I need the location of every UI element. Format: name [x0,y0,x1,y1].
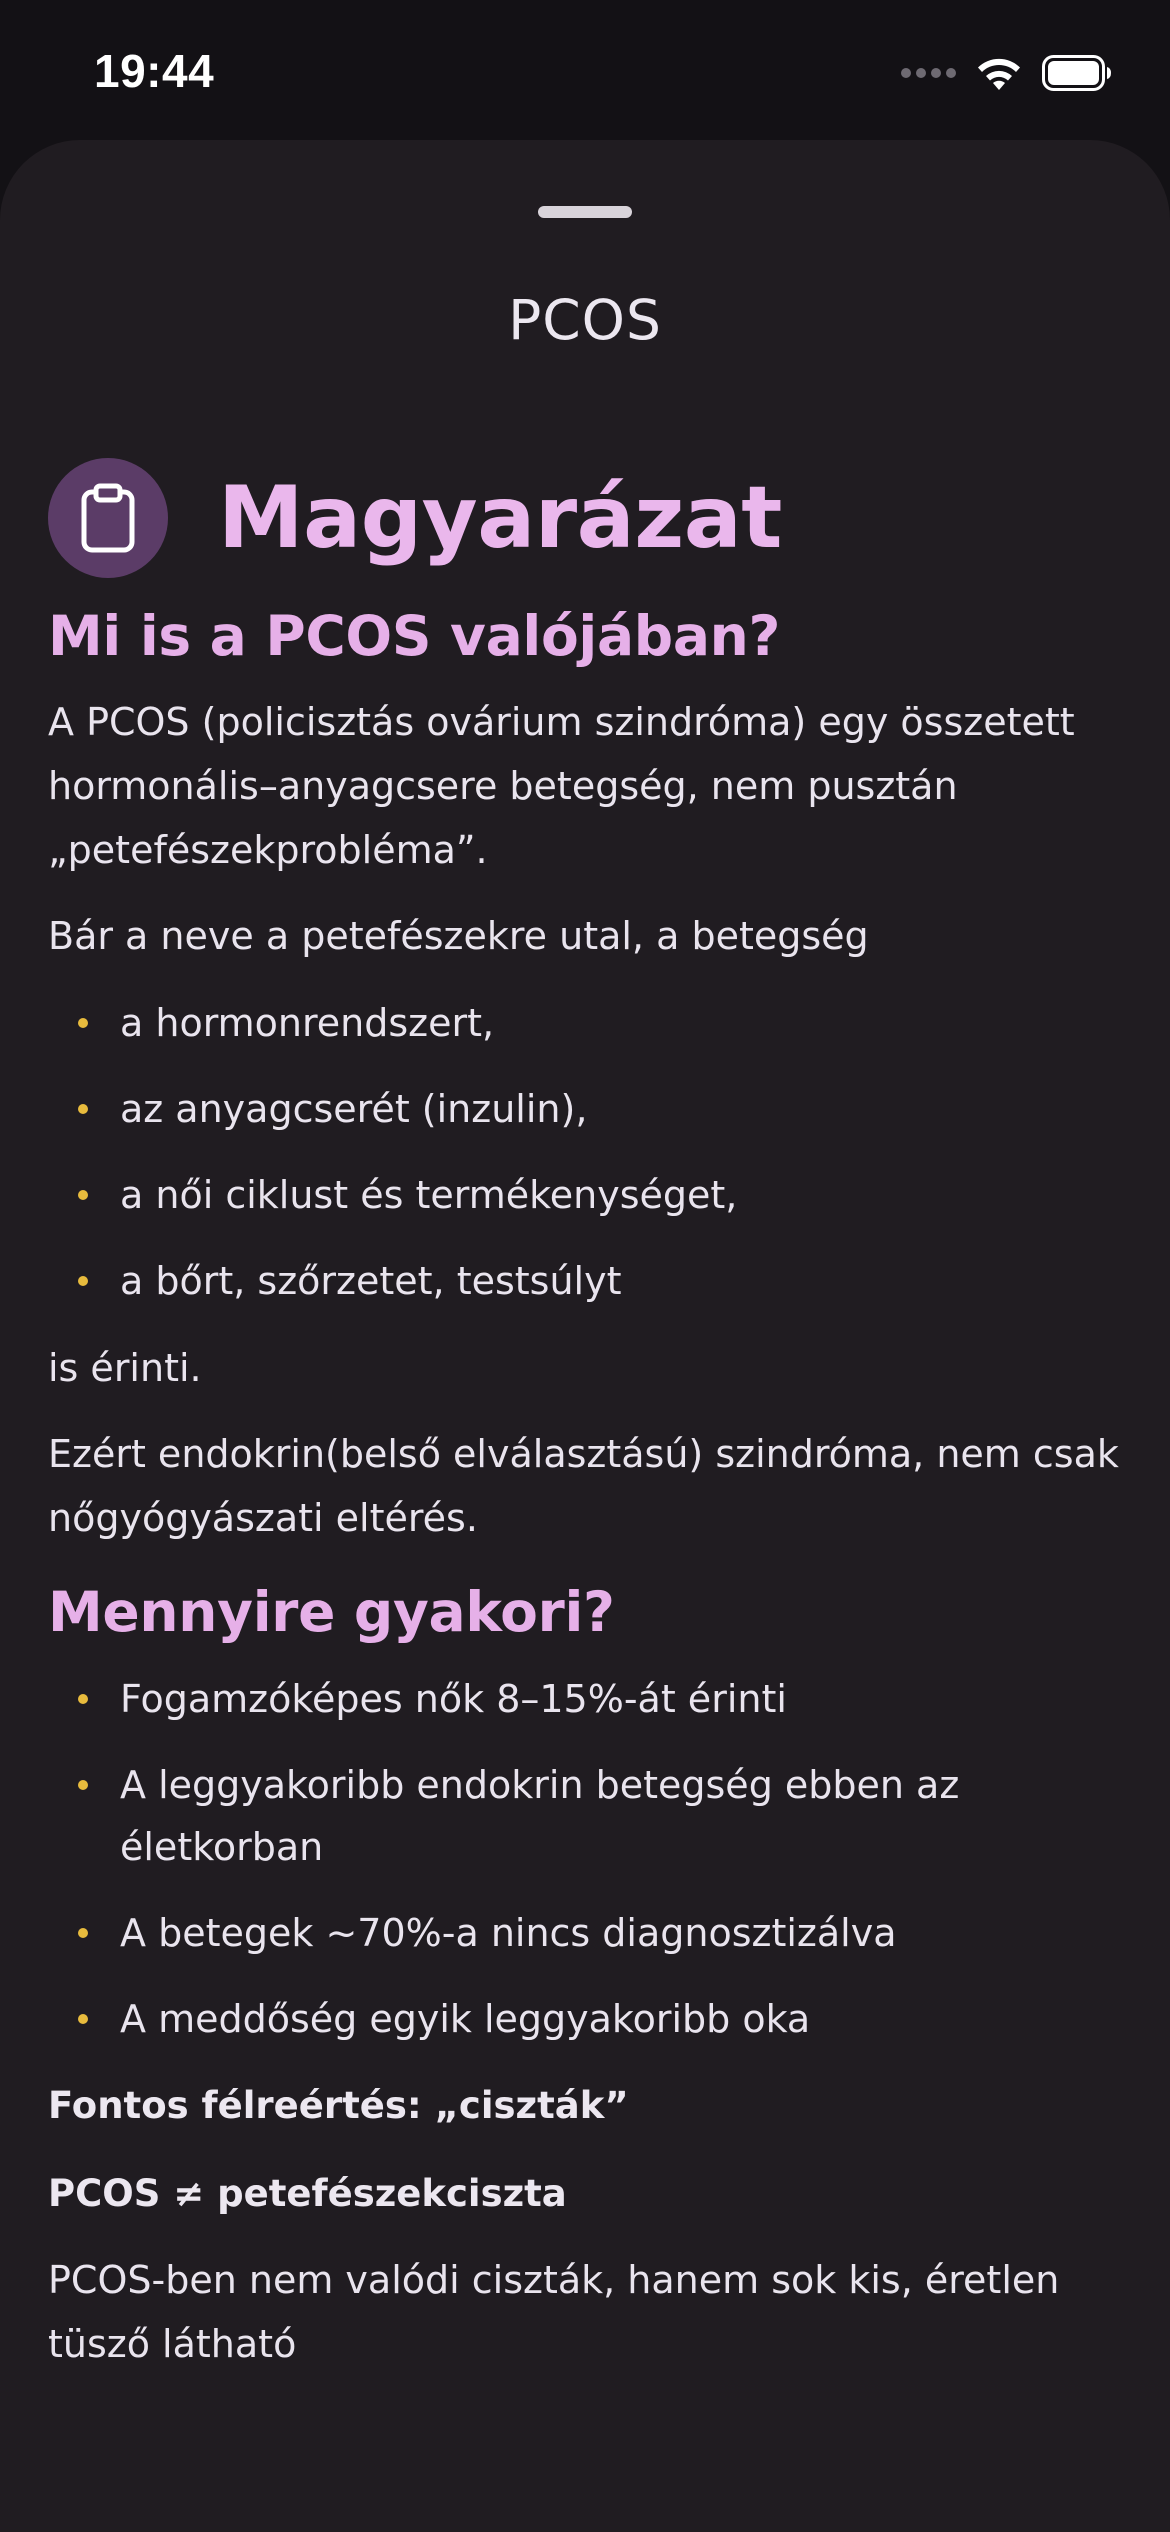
sheet-grabber-handle[interactable] [538,206,632,218]
bullet-dot [78,1780,88,1790]
status-bar [0,0,1170,140]
paragraph: Bár a neve a petefészekre utal, a betegség [48,914,869,958]
affected-systems-list [48,992,1128,1312]
bullet-dot [78,1694,88,1704]
section-heading-prevalence: Mennyire gyakori? [48,1580,615,1644]
status-time: 19:44 [94,45,215,97]
cellular-signal-icon [901,68,956,78]
paragraph: is érinti. [48,1346,202,1390]
bullet-dot [78,1190,88,1200]
list-item: A leggyakoribb endokrin betegség ebben az életkorban [48,1754,1128,1878]
sheet-title: PCOS [508,288,662,352]
section-heading-what-is-pcos: Mi is a PCOS valójában? [48,604,781,668]
article-heading-row [48,456,1128,580]
article-heading: Magyarázat [218,468,782,568]
list-item: a bőrt, szőrzetet, testsúlyt [48,1250,1128,1312]
bold-note: Fontos félreértés: „ciszták” [48,2084,629,2127]
status-indicators [901,54,1112,92]
bullet-dot [78,1104,88,1114]
paragraph: A PCOS (policisztás ovárium szindróma) egy összetett hormonális–anyagcsere betegség, nem pusztán „petefészekprobléma”. [48,700,1075,872]
wifi-icon [974,54,1024,92]
bottom-sheet [0,140,1170,2532]
list-item: Fogamzóképes nők 8–15%-át érinti [48,1668,1128,1730]
list-item: a női ciklust és termékenységet, [48,1164,1128,1226]
battery-icon [1042,55,1112,91]
bullet-dot [78,2014,88,2024]
bullet-dot [78,1276,88,1286]
list-item: a hormonrendszert, [48,992,1128,1054]
paragraph: Ezért endokrin(belső elválasztású) szindróma, nem csak nőgyógyászati eltérés. [48,1432,1119,1540]
paragraph: PCOS-ben nem valódi ciszták, hanem sok kis, éretlen tüsző látható [48,2258,1060,2366]
bullet-dot [78,1928,88,1938]
list-item: A meddőség egyik leggyakoribb oka [48,1988,1128,2050]
list-item: A betegek ~70%-a nincs diagnosztizálva [48,1902,1128,1964]
bold-note: PCOS ≠ petefészekciszta [48,2172,567,2215]
clipboard-icon [48,458,168,578]
article-content [48,456,1128,2376]
list-item: az anyagcserét (inzulin), [48,1078,1128,1140]
prevalence-list [48,1668,1128,2050]
bullet-dot [78,1018,88,1028]
